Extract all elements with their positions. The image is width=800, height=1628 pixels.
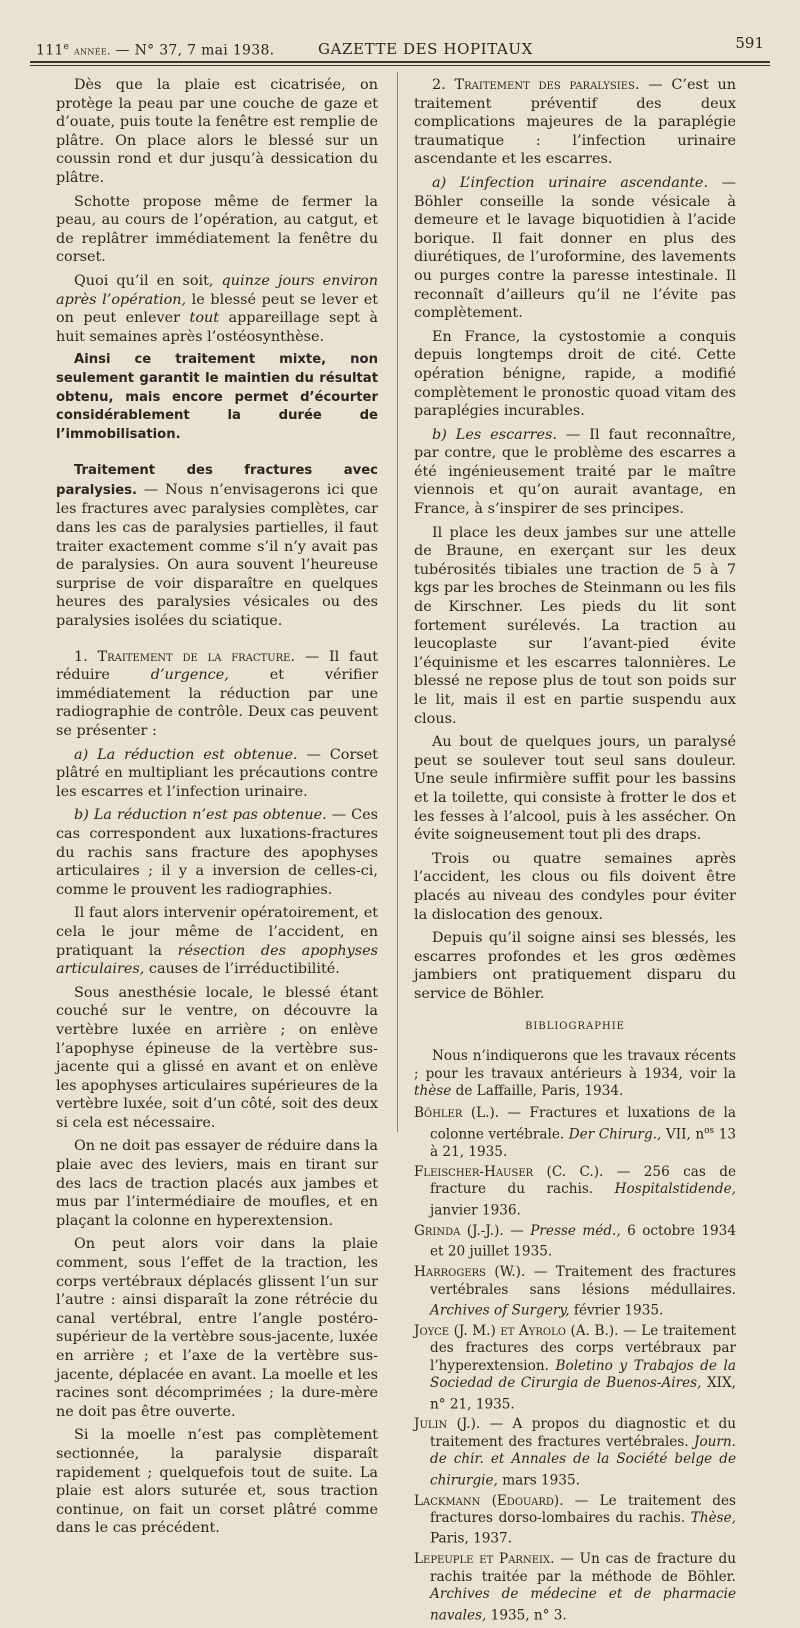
page-number: 591 [735, 34, 764, 52]
bibliography-title: BIBLIOGRAPHIE [525, 1020, 625, 1032]
header-rule-thin [30, 65, 770, 66]
left-column [56, 76, 378, 1538]
paragraph: On ne doit pas essayer de réduire dans la plaie avec des leviers, mais en tirant sur des lacs de traction placés aux jambes et mus par l’intermédiaire de moufles, et en plaçant la colonne en hyperextension. [56, 1138, 378, 1229]
paragraph: Si la moelle n’est pas complètement sectionnée, la paralysie disparaît rapidement ; quelquefois tout de suite. La plaie est alors suturée et, sous traction continue, on fait un corset plâtré comme dans le cas précédent. [56, 1427, 378, 1537]
issue-info: 111e année. — N° 37, 7 mai 1938. [36, 42, 275, 59]
paragraph: Il faut alors intervenir opératoirement, et cela le jour même de l’accident, en pratiquant la résection des apophyses articulaires, causes de l’irréductibilité. [56, 905, 378, 978]
bibliography-entry: Fleischer-Hauser (C. C.). — 256 cas de fracture du rachis. Hospitalstidende, janvier 1936. [414, 1164, 736, 1219]
bibliography-entry: Julin (J.). — A propos du diagnostic et du traitement des fractures vertébrales. Journ. de chir. et Annales de la Société belge de chirurgie, mars 1935. [414, 1416, 736, 1489]
bibliography-list [414, 1105, 736, 1624]
section-heading-paragraph: Traitement des fractures avec paralysies. — Nous n’envisagerons ici que les fractures avec paralysies complètes, car dans les cas de paralysies partielles, il faut traiter exactement comme s’il n’y avait pas de paralysies. On aura souvent l’heureuse surprise de voir disparaître en quelques heures des paralysies vésicales ou des paralysies isolées du sciatique. [56, 463, 378, 630]
bibliography-entry: Böhler (L.). — Fractures et luxations de la colonne vertébrale. Der Chirurg., VII, $n^{os}$ 13 à 21, 1935. [414, 1105, 736, 1160]
journal-title: GAZETTE DES HOPITAUX [318, 40, 533, 58]
paragraph: Depuis qu’il soigne ainsi ses blessés, les escarres profondes et les gros œdèmes jambiers ont pratiquement disparu du service de Böhler. [414, 930, 736, 1002]
paragraph: a) L’infection urinaire ascendante. — Böhler conseille la sonde vésicale à demeure et le lavage biquotidien à l’acide borique. Il fait donner en plus des diurétiques, de l’uroformine, des lavements ou purges contre la paresse intestinale. Il reconnaît d’ailleurs qu’il ne l’évite pas complètement. [414, 174, 736, 322]
subsection-heading: 1. Traitement de la fracture. [74, 648, 296, 665]
bibliography-entry: Harrogers (W.). — Traitement des fractures vertébrales sans lésions médullaires. Archives of Surgery, février 1935. [414, 1264, 736, 1319]
paragraph: On peut alors voir dans la plaie comment, sous l’effet de la traction, les corps vertébraux déplacés glissent l’un sur l’autre : ainsi disparaît la zone rétrécie du canal vertébral, entre l’angle postéro-supérieur de la vertèbre sous-jacente, luxée en arrière ; et l’axe de la vertèbre sus-jacente, déplacée en avant. La moelle et les racines sont décomprimées ; la dure-mère ne doit pas être ouverte. [56, 1236, 378, 1420]
paragraph: Quoi qu’il en soit, quinze jours environ après l’opération, le blessé peut se lever et on peut enlever tout appareillage sept à huit semaines après l’ostéosynthèse. [56, 272, 378, 345]
subsection-paragraph: 1. Traitement de la fracture. — Il faut réduire d’urgence, et vérifier immédiatement la réduction par une radiographie de contrôle. Deux cas peuvent se présenter : [56, 648, 379, 739]
paragraph: Dès que la plaie est cicatrisée, on protège la peau par une couche de gaze et d’ouate, puis toute la fenêtre est remplie de plâtre. On place alors le blessé sur un coussin rond et dur jusqu’à dessication du plâtre. [56, 77, 378, 186]
subsection-heading: 2. Traitement des paralysies. [432, 77, 640, 93]
page-header [36, 34, 764, 60]
section-heading: Traitement des fractures avec paralysies. [56, 463, 378, 498]
column-divider [397, 72, 398, 1132]
paragraph: Au bout de quelques jours, un paralysé peut se soulever tout seul sans douleur. Une seule infirmière suffit pour les bassins et la toilette, qui consiste à frotter le dos et les fesses à l’alcool, puis à les assécher. On évite soigneusement tout pli des draps. [414, 734, 736, 844]
bibliography-entry: Grinda (J.-J.). — Presse méd., 6 octobre 1934 et 20 juillet 1935. [414, 1222, 736, 1260]
bibliography-entry: Lepeuple et Parneix. — Un cas de fracture du rachis traitée par la méthode de Böhler. Archives de médecine et de pharmacie navales, 1935, n° 3. [414, 1551, 736, 1624]
emphasis-paragraph: Ainsi ce traitement mixte, non seulement garantit le maintien du résultat obtenu, mais encore permet d’écourter considérablement la durée de l’immobilisation. [56, 352, 378, 442]
paragraph: Il place les deux jambes sur une attelle de Braune, en exerçant sur les deux tubérosités tibiales une traction de 5 à 7 kgs par les broches de Steinmann ou les fils de Kirschner. Les pieds du lit sont fortement surélevés. La traction au leucoplaste sur l’avant-pied évite l’équinisme et les escarres talonnières. Le blessé ne repose plus de tout son poids sur le lit, mais il est en partie suspendu aux clous. [414, 524, 736, 727]
bibliography-intro: Nous n’indiquerons que les travaux récents ; pour les travaux antérieurs à 1934, voir la thèse de Laffaille, Paris, 1934. [414, 1048, 736, 1099]
paragraph: Schotte propose même de fermer la peau, au cours de l’opération, au catgut, et de replâtrer immédiatement la fenêtre du corset. [56, 193, 378, 266]
bibliography-entry: Lackmann (Edouard). — Le traitement des fractures dorso-lombaires du rachis. Thèse, Paris, 1937. [414, 1492, 737, 1547]
subsection-paragraph: 2. Traitement des paralysies. — C’est un traitement préventif des deux complications majeures de la paraplégie traumatique : l’infection urinaire ascendante et les escarres. [414, 77, 736, 168]
paragraph: En France, la cystostomie a conquis depuis longtemps droit de cité. Cette opération bénigne, rapide, a modifié complètement le pronostic quoad vitam des paraplégies incurables. [414, 328, 736, 420]
paragraph: Sous anesthésie locale, le blessé étant couché sur le ventre, on découvre la vertèbre luxée en arrière ; on enlève l’apophyse épineuse de la vertèbre sus-jacente qui a glissé en avant et on enlève les apophyses articulaires supérieures de la vertèbre luxée, soit d’un côté, soit des deux si cela est nécessaire. [56, 984, 378, 1131]
bibliography-entry: Joyce (J. M.) et Ayrolo (A. B.). — Le traitement des fractures des corps vertébraux par l’hyperextension. Boletino y Trabajos de la Sociedad de Cirurgia de Buenos-Aires, XIX, n° 21, 1935. [414, 1322, 737, 1413]
paragraph: Trois ou quatre semaines après l’accident, les clous ou fils doivent être placés au niveau des condyles pour éviter la dislocation des genoux. [414, 850, 736, 923]
paragraph: b) Les escarres. — Il faut reconnaître, par contre, que le problème des escarres a été ingénieusement traité par le maître viennois et qu’on aurait avantage, en France, à s’inspirer de ses principes. [414, 426, 736, 518]
header-rule [30, 61, 770, 63]
paragraph: a) La réduction est obtenue. — Corset plâtré en multipliant les précautions contre les escarres et l’infection urinaire. [56, 746, 379, 800]
paragraph: b) La réduction n’est pas obtenue. — Ces cas correspondent aux luxations-fractures du rachis sans fracture des apophyses articulaires ; il y a inversion de celles-ci, comme le prouvent les radiographies. [56, 807, 378, 898]
right-column [414, 76, 736, 1628]
